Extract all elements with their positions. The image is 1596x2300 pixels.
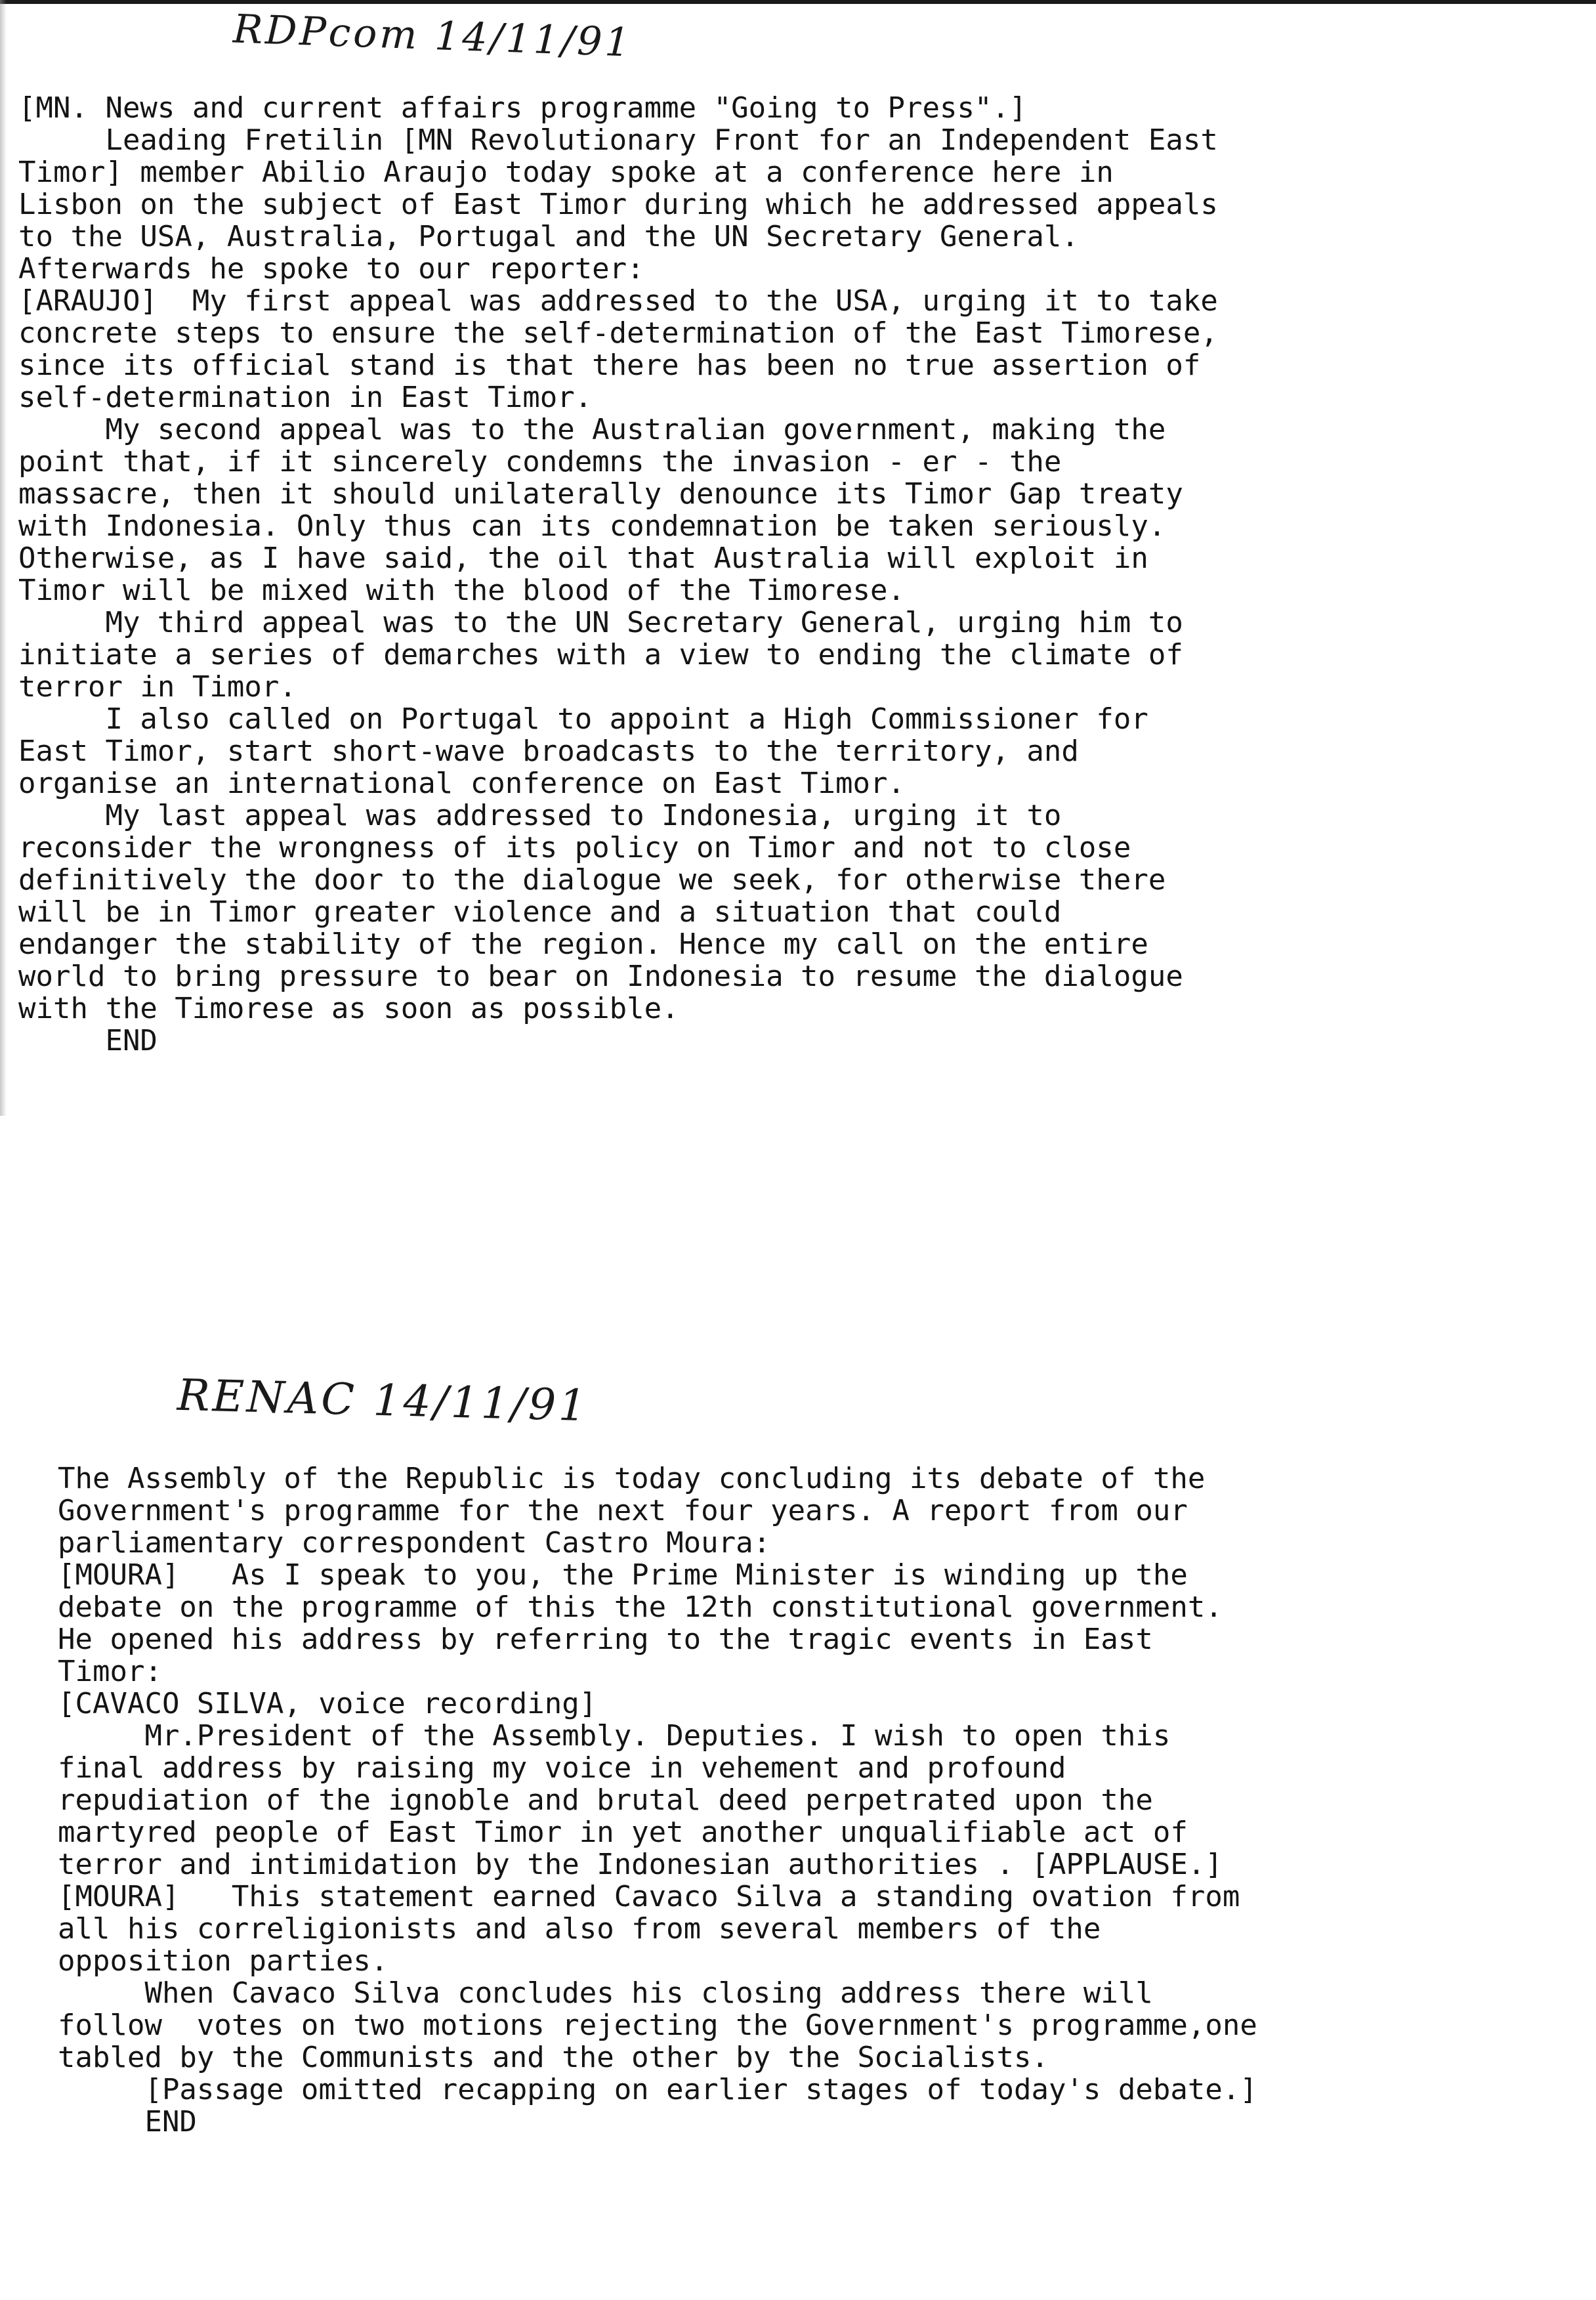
transcript-line: Afterwards he spoke to our reporter:	[18, 252, 644, 286]
transcript-line: I also called on Portugal to appoint a High Commissioner for	[18, 702, 1148, 736]
transcript-line: all his correligionists and also from several members of the	[58, 1912, 1101, 1946]
transcript-line: [ARAUJO] My first appeal was addressed to the USA, urging it to take	[18, 284, 1218, 318]
transcript-line: He opened his address by referring to the tragic events in East	[58, 1623, 1153, 1656]
transcript-line: repudiation of the ignoble and brutal deed perpetrated upon the	[58, 1783, 1153, 1817]
transcript-line: Timor:	[58, 1655, 162, 1688]
transcript-line: follow votes on two motions rejecting the Government's programme,one	[58, 2009, 1257, 2042]
transcript-line: Otherwise, as I have said, the oil that Australia will exploit in	[18, 542, 1148, 575]
transcript-two	[58, 1462, 1257, 2138]
transcript-line: [Passage omitted recapping on earlier stages of today's debate.]	[58, 2073, 1257, 2106]
transcript-line: Mr.President of the Assembly. Deputies. I wish to open this	[58, 1719, 1171, 1753]
transcript-line: Timor will be mixed with the blood of the Timorese.	[18, 574, 906, 607]
transcript-line: reconsider the wrongness of its policy on Timor and not to close	[18, 831, 1131, 864]
transcript-line: [CAVACO SILVA, voice recording]	[58, 1687, 597, 1720]
transcript-line: terror and intimidation by the Indonesian authorities . [APPLAUSE.]	[58, 1848, 1223, 1881]
page-left-edge-shadow	[0, 0, 7, 1116]
page-top-edge	[0, 0, 1596, 4]
transcript-line: point that, if it sincerely condemns the invasion - er - the	[18, 445, 1062, 479]
transcript-line: initiate a series of demarches with a view to ending the climate of	[18, 638, 1183, 671]
transcript-line: massacre, then it should unilaterally denounce its Timor Gap treaty	[18, 477, 1183, 511]
transcript-line: My third appeal was to the UN Secretary General, urging him to	[18, 606, 1183, 639]
transcript-line: Timor] member Abilio Araujo today spoke at a conference here in	[18, 156, 1114, 189]
transcript-line: The Assembly of the Republic is today concluding its debate of the	[58, 1462, 1206, 1495]
transcript-line: My second appeal was to the Australian government, making the	[18, 413, 1166, 446]
transcript-line: debate on the programme of this the 12th constitutional government.	[58, 1590, 1223, 1624]
handwritten-header-two: RENAC 14/11/91	[177, 1369, 590, 1432]
transcript-line: endanger the stability of the region. Hence my call on the entire	[18, 927, 1148, 961]
transcript-line: final address by raising my voice in vehement and profound	[58, 1751, 1066, 1785]
handwritten-header-one: RDPcom 14/11/91	[232, 6, 633, 66]
transcript-line: END	[58, 2105, 197, 2139]
transcript-line: Leading Fretilin [MN Revolutionary Front for an Independent East	[18, 123, 1218, 157]
transcript-line: When Cavaco Silva concludes his closing address there will	[58, 1976, 1153, 2010]
transcript-line: Government's programme for the next four years. A report from our	[58, 1494, 1188, 1527]
transcript-line: My last appeal was addressed to Indonesia, urging it to	[18, 799, 1062, 832]
transcript-line: East Timor, start short-wave broadcasts to the territory, and	[18, 735, 1079, 768]
transcript-line: [MN. News and current affairs programme "Going to Press".]	[18, 91, 1027, 125]
transcript-line: martyred people of East Timor in yet another unqualifiable act of	[58, 1816, 1188, 1849]
transcript-one	[18, 92, 1218, 1057]
transcript-line: terror in Timor.	[18, 670, 297, 704]
transcript-line: parliamentary correspondent Castro Moura:	[58, 1526, 771, 1560]
transcript-line: with the Timorese as soon as possible.	[18, 992, 679, 1025]
transcript-line: since its official stand is that there has been no true assertion of	[18, 349, 1201, 382]
transcript-line: END	[18, 1024, 158, 1057]
transcript-line: to the USA, Australia, Portugal and the UN Secretary General.	[18, 220, 1079, 253]
transcript-line: self-determination in East Timor.	[18, 381, 593, 414]
transcript-line: with Indonesia. Only thus can its condemnation be taken seriously.	[18, 509, 1166, 543]
transcript-line: [MOURA] This statement earned Cavaco Silva a standing ovation from	[58, 1880, 1240, 1913]
transcript-line: Lisbon on the subject of East Timor during which he addressed appeals	[18, 188, 1218, 221]
transcript-line: definitively the door to the dialogue we seek, for otherwise there	[18, 863, 1166, 897]
transcript-line: will be in Timor greater violence and a situation that could	[18, 895, 1062, 929]
transcript-line: opposition parties.	[58, 1944, 388, 1978]
transcript-line: organise an international conference on East Timor.	[18, 767, 906, 800]
transcript-line: [MOURA] As I speak to you, the Prime Minister is winding up the	[58, 1558, 1188, 1592]
transcript-line: tabled by the Communists and the other by the Socialists.	[58, 2041, 1049, 2074]
transcript-line: world to bring pressure to bear on Indonesia to resume the dialogue	[18, 960, 1183, 993]
transcript-line: concrete steps to ensure the self-determination of the East Timorese,	[18, 316, 1218, 350]
